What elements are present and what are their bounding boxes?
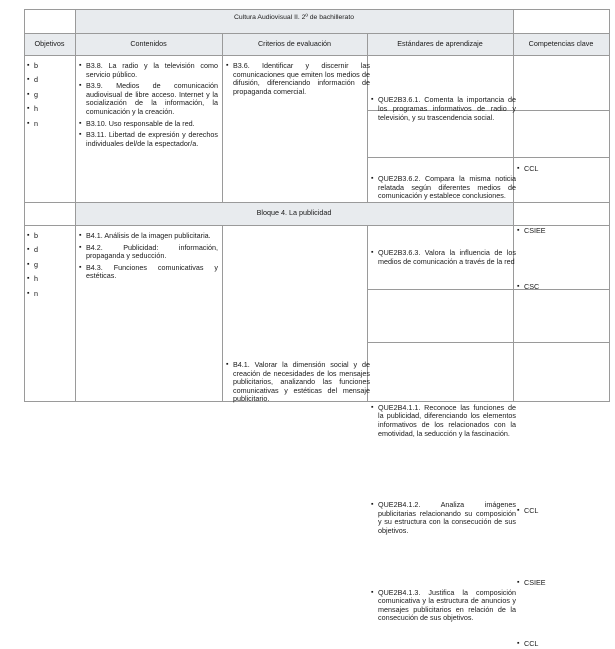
objetivo-item: ▪ d xyxy=(27,246,71,255)
contenidos-list-b4 xyxy=(79,232,218,284)
objetivo-item: ▪ d xyxy=(27,76,71,85)
header-competencias: Competencias clave xyxy=(528,39,594,48)
objetivo-item: ▪ b xyxy=(27,62,71,71)
contenido-item: ▪ B3.9. Medios de comunicación audiovisual de libre acceso. Internet y la socialización de la información, la comunicación y la creación. xyxy=(79,82,218,116)
objetivos-list-b4 xyxy=(27,232,71,304)
estandar-b3-3: ▪ QUE2B3.6.3. Valora la influencia de los medios de comunicación a través de la red xyxy=(371,249,516,266)
bloque4-title: Bloque 4. La publicidad xyxy=(256,208,332,217)
table-title: Cultura Audiovisual II. 2º de bachillerato xyxy=(234,14,354,21)
header-criterios: Criterios de evaluación xyxy=(257,39,332,48)
header-objetivos: Objetivos xyxy=(34,39,65,48)
header-estandares: Estándares de aprendizaje xyxy=(397,39,483,48)
objetivo-item: ▪ g xyxy=(27,261,71,270)
competencia-b3-2: ▪ CSIEE xyxy=(517,227,612,236)
contenido-item: ▪ B3.10. Uso responsable de la red. xyxy=(79,120,218,129)
objetivo-item: ▪ b xyxy=(27,232,71,241)
objetivo-item: ▪ g xyxy=(27,91,71,100)
competencia-b4-3: ▪ CCL xyxy=(517,640,612,649)
contenidos-list-b3 xyxy=(79,62,218,151)
objetivo-item: ▪ h xyxy=(27,105,71,114)
objetivo-item: ▪ n xyxy=(27,120,71,129)
contenido-item: ▪ B4.1. Análisis de la imagen publicitaria. xyxy=(79,232,218,241)
estandar-b4-2: ▪ QUE2B4.1.2. Analiza imágenes publicitarias relacionando su composición y su estructura con la consecución de sus objetivos. xyxy=(371,501,516,535)
estandar-b3-1: ▪ QUE2B3.6.1. Comenta la importancia de los programas informativos de radio y televisión, y su trascendencia social. xyxy=(371,96,516,122)
objetivo-item: ▪ n xyxy=(27,290,71,299)
competencia-b4-2: ▪ CSIEE xyxy=(517,579,612,588)
objetivos-list-b3 xyxy=(27,62,71,134)
header-contenidos: Contenidos xyxy=(130,39,167,48)
criterio-b4: ▪ B4.1. Valorar la dimensión social y de creación de necesidades de los mensajes publicitarios, analizando las funciones comunicativas y estéticas del mensaje publicitario. xyxy=(226,361,370,404)
contenido-item: ▪ B3.8. La radio y la televisión como servicio público. xyxy=(79,62,218,79)
estandar-b4-3: ▪ QUE2B4.1.3. Justifica la composición comunicativa y la estructura de anuncios y mensajes publicitarios en relación de la consecución de sus objetivos. xyxy=(371,589,516,623)
contenido-item: ▪ B4.2. Publicidad: información, propaganda y seducción. xyxy=(79,244,218,261)
objetivo-item: ▪ h xyxy=(27,275,71,284)
criterio-b3: ▪ B3.6. Identificar y discernir las comunicaciones que emiten los medios de difusión, diferenciando información de propaganda comercial. xyxy=(226,62,370,96)
contenido-item: ▪ B4.3. Funciones comunicativas y estéticas. xyxy=(79,264,218,281)
estandar-b4-1: ▪ QUE2B4.1.1. Reconoce las funciones de la publicidad, diferenciando los elementos informativos de los relacionados con la emotividad, la seducción y la fascinación. xyxy=(371,404,516,438)
contenido-item: ▪ B3.11. Libertad de expresión y derechos individuales del/de la espectador/a. xyxy=(79,131,218,148)
competencia-b4-1: ▪ CCL xyxy=(517,507,612,516)
estandar-b3-2: ▪ QUE2B3.6.2. Compara la misma noticia relatada según diferentes medios de comunicación y establece conclusiones. xyxy=(371,175,516,201)
competencia-b3-3: ▪ CSC xyxy=(517,283,612,292)
competencia-b3-1: ▪ CCL xyxy=(517,165,612,174)
